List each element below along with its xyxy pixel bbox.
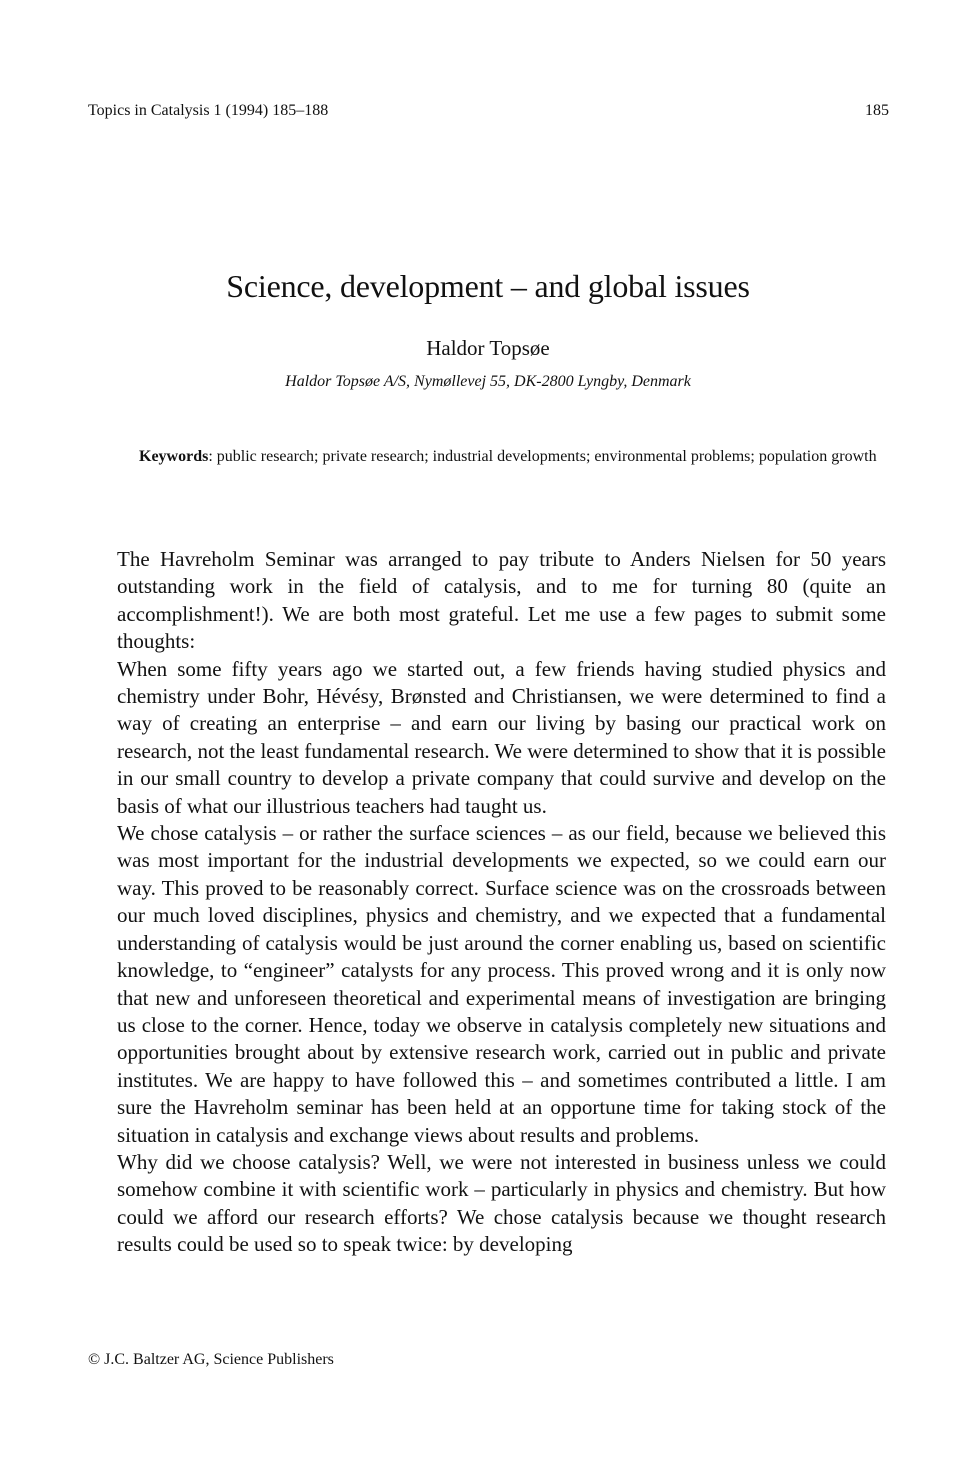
keywords-label: Keywords — [139, 448, 209, 465]
author-name: Haldor Topsøe — [426, 336, 550, 360]
article-title: Science, development – and global issues — [226, 268, 750, 304]
journal-citation: Topics in Catalysis 1 (1994) 185–188 — [88, 102, 329, 119]
author-affiliation: Haldor Topsøe A/S, Nymøllevej 55, DK-2800 Lyngby, Denmark — [285, 373, 691, 390]
body-paragraph: Why did we choose catalysis? Well, we were not interested in business unless we could somehow combine it with scientific work – particularly in physics and chemistry. But how could we afford our research efforts? We chose catalysis because we thought research results could be used so to speak twice: by developing — [117, 1149, 886, 1257]
copyright-notice: © J.C. Baltzer AG, Science Publishers — [88, 1351, 334, 1368]
article-body — [117, 546, 886, 1259]
page-number: 185 — [865, 102, 889, 119]
running-header — [88, 101, 889, 121]
body-paragraph: We chose catalysis – or rather the surface sciences – as our field, because we believed this was most important for the industrial developments we expected, so we could earn our way. This proved to be reasonably correct. Surface science was on the crossroads between our much loved disciplines, physics and chemistry, and we expected that a fundamental understanding of catalysis would be just around the corner enabling us, based on scientific knowledge, to “engineer” catalysts for any process. This proved wrong and it is only now that new and unforeseen theoretical and experimental means of investigation are bringing us close to the corner. Hence, today we observe in catalysis completely new situations and opportunities brought about by extensive research work, carried out in public and private institutes. We are happy to have followed this – and sometimes contributed a little. I am sure the Havreholm seminar has been held at an opportune time for taking stock of the situation in catalysis and exchange views about results and problems. — [117, 821, 886, 1147]
keywords-block — [139, 446, 887, 468]
body-paragraph: When some fifty years ago we started out, a few friends having studied physics and chemistry under Bohr, Hévésy, Brønsted and Christiansen, we were determined to find a way of creating an enterprise – and earn our living by basing our practical work on research, not the least fundamental research. We were determined to show that it is possible in our small country to develop a private company that could survive and develop on the basis of what our illustrious teachers had taught us. — [117, 656, 886, 818]
keywords-list: : public research; private research; industrial developments; environmental problems; population growth — [208, 448, 877, 465]
body-paragraph: The Havreholm Seminar was arranged to pay tribute to Anders Nielsen for 50 years outstanding work in the field of catalysis, and to me for turning 80 (quite an accomplishment!). We are both most grateful. Let me use a few pages to submit some thoughts: — [117, 547, 886, 654]
